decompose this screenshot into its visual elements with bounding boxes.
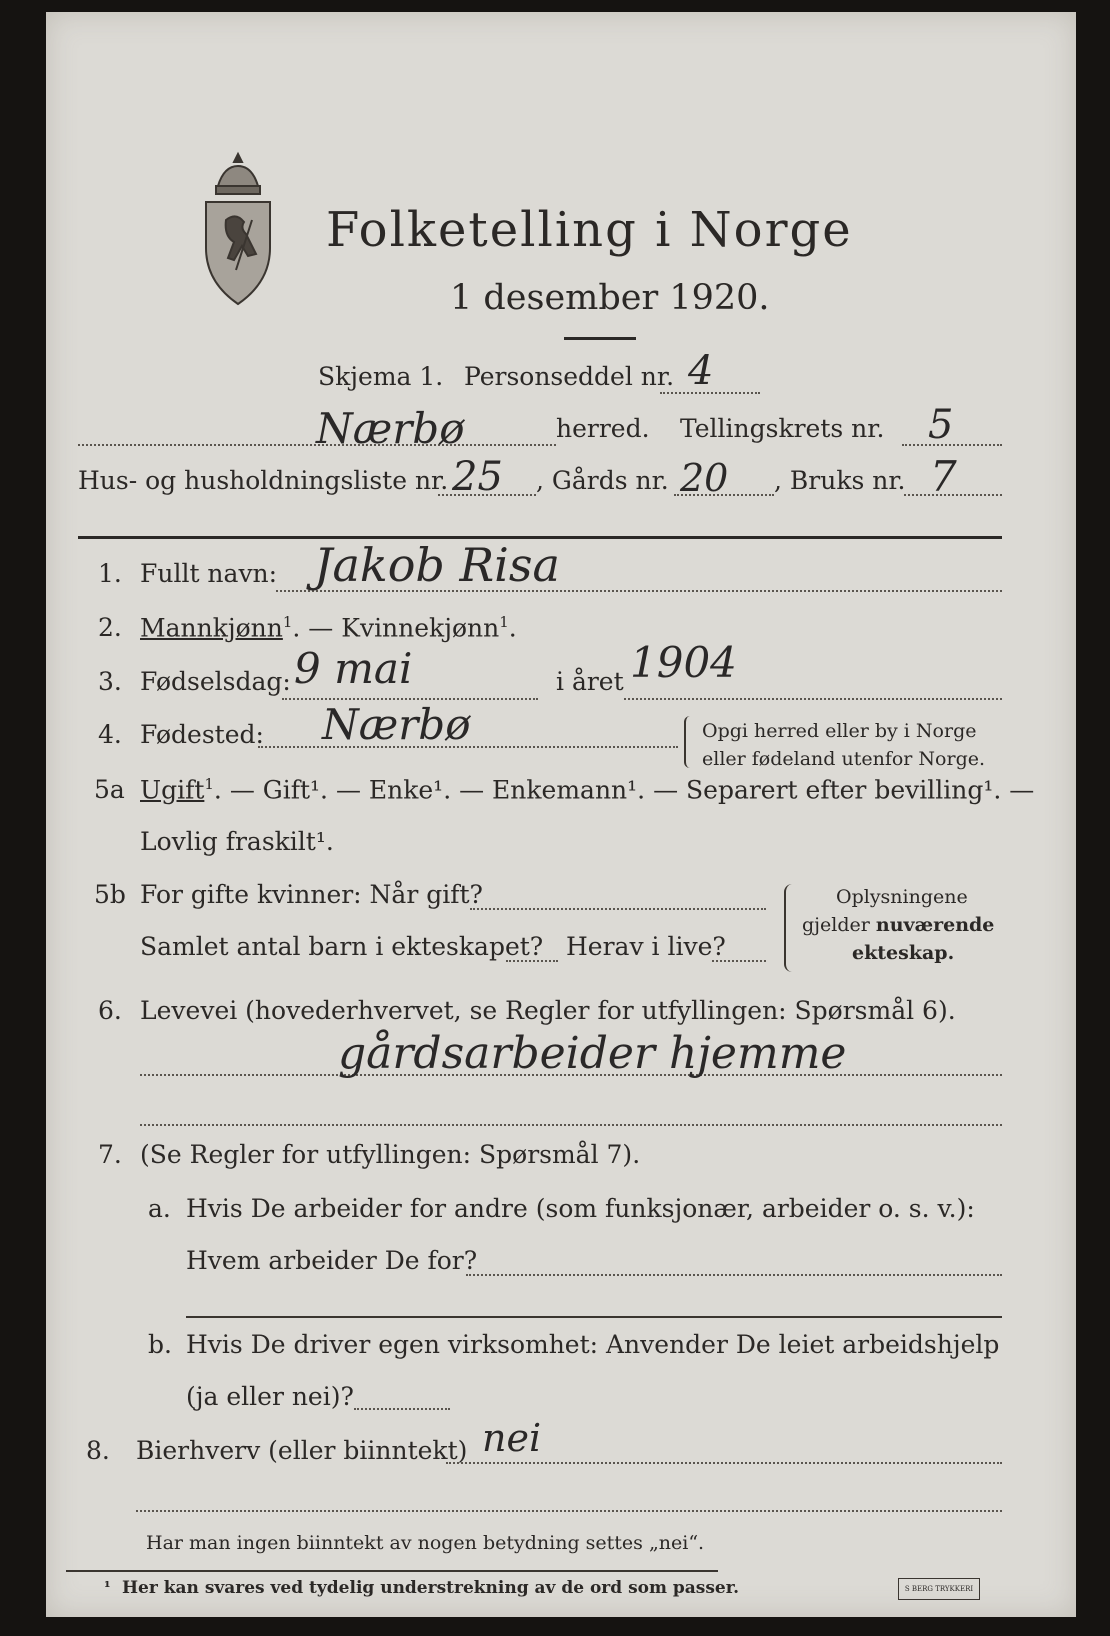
q8-number: 8.: [86, 1436, 110, 1465]
q7b-line2: (ja eller nei)?: [186, 1382, 354, 1411]
title-divider: [564, 337, 636, 340]
q2-kvinne-mark: 1: [499, 613, 509, 631]
q5b-note-gjelder: gjelder: [802, 914, 876, 936]
q3-day-value: 9 mai: [294, 644, 413, 693]
gards-label: , Gårds nr.: [536, 466, 669, 495]
q5b-barn-label: Samlet antal barn i ekteskapet?: [140, 932, 544, 961]
q6-number: 6.: [98, 996, 122, 1025]
q8-line1: [446, 1462, 1002, 1464]
q2-sep: . —: [292, 613, 334, 643]
q5a-line1: [140, 775, 1034, 804]
q5b-line1: For gifte kvinner: Når gift?: [140, 880, 483, 909]
q1-value: Jakob Risa: [314, 538, 560, 592]
q8-label: Bierhverv (eller biinntekt): [136, 1436, 468, 1465]
q5a-line2: Lovlig fraskilt¹.: [140, 827, 334, 856]
q8-value: nei: [482, 1416, 542, 1460]
q5a-ugift-mark: 1: [204, 775, 214, 793]
q3-year-value: 1904: [630, 638, 737, 687]
skjema-label: Skjema 1.: [318, 362, 444, 391]
q5a-number: 5a: [94, 775, 125, 804]
q5b-note-line2: [802, 914, 994, 936]
q4-brace: [684, 716, 694, 768]
footnote-mark: ¹: [104, 1578, 111, 1596]
q6-line2: [140, 1124, 1002, 1126]
q3-year-label: i året: [556, 667, 624, 696]
q7-label: (Se Regler for utfyllingen: Spørsmål 7).: [140, 1140, 641, 1169]
q7a-line1: Hvis De arbeider for andre (som funksjonær, arbeider o. s. v.):: [186, 1194, 975, 1223]
q5a-rest: . — Gift¹. — Enke¹. — Enkemann¹. — Separert efter bevilling¹. —: [213, 775, 1035, 805]
q2-end: .: [508, 613, 517, 643]
q5b-barn-line: [506, 960, 558, 962]
footnote-text: Her kan svares ved tydelig understrekning av de ord som passer.: [122, 1578, 740, 1598]
hus-label: Hus- og husholdningsliste nr.: [78, 466, 449, 495]
footnote-rule: [66, 1570, 718, 1572]
q1-label: Fullt navn:: [140, 559, 278, 588]
q6-label: Levevei (hovederhvervet, se Regler for utfyllingen: Spørsmål 6).: [140, 996, 956, 1025]
q2-kvinne: Kvinnekjønn: [341, 613, 500, 643]
q7b-line1: Hvis De driver egen virksomhet: Anvender De leiet arbeidshjelp: [186, 1330, 1000, 1359]
footer-note: Har man ingen biinntekt av nogen betydning settes „nei“.: [146, 1532, 705, 1554]
q5b-number: 5b: [94, 880, 126, 909]
q4-number: 4.: [98, 720, 122, 749]
form-title: Folketelling i Norge: [326, 202, 853, 258]
herred-value: Nærbø: [316, 404, 465, 453]
q3-label: Fødselsdag:: [140, 667, 291, 696]
q2-line-text: [140, 613, 517, 642]
q7a-line-dots2: [186, 1316, 1002, 1318]
q1-number: 1.: [98, 559, 122, 588]
q2-mann: Mannkjønn: [140, 613, 283, 643]
q5b-brace: [784, 884, 794, 972]
q7b-line-dots: [354, 1408, 450, 1410]
census-date: 1 desember 1920.: [450, 278, 770, 318]
herred-label: herred.: [556, 414, 650, 443]
q5b-live-label: Herav i live?: [566, 932, 726, 961]
q4-value: Nærbø: [322, 700, 471, 749]
q5b-live-line: [712, 960, 766, 962]
personseddel-label: Personseddel nr.: [464, 362, 675, 391]
q2-number: 2.: [98, 613, 122, 642]
q7b-letter: b.: [148, 1330, 172, 1359]
tellingskrets-label: Tellingskrets nr.: [680, 414, 885, 443]
q5b-note-line1: Oplysningene: [836, 886, 968, 908]
q5b-note-nuvaerende: nuværende: [875, 914, 995, 936]
q5b-note-line3: ekteskap.: [852, 942, 955, 964]
q5a-ugift: Ugift: [140, 775, 205, 805]
q7a-line-dots1: [466, 1274, 1002, 1276]
census-form: [46, 12, 1076, 1617]
q4-label: Fødested:: [140, 720, 264, 749]
q3-number: 3.: [98, 667, 122, 696]
q4-note-line1: Opgi herred eller by i Norge: [702, 720, 977, 742]
gards-value: 20: [680, 456, 729, 500]
q5b-gift-line: [470, 908, 766, 910]
q8-line2: [136, 1510, 1002, 1512]
coat-of-arms-icon: [196, 150, 280, 310]
bruks-label: , Bruks nr.: [774, 466, 906, 495]
q4-note-line2: eller fødeland utenfor Norge.: [702, 748, 986, 770]
q7a-line2: Hvem arbeider De for?: [186, 1246, 478, 1275]
q2-mann-mark: 1: [282, 613, 293, 631]
personseddel-value: 4: [688, 348, 714, 394]
tellingskrets-value: 5: [928, 402, 954, 448]
q3-year-line: [624, 698, 1002, 700]
q7a-letter: a.: [148, 1194, 171, 1223]
printer-stamp: S BERG TRYKKERI: [898, 1578, 980, 1600]
bruks-value: 7: [930, 452, 957, 501]
q7-number: 7.: [98, 1140, 122, 1169]
q6-value: gårdsarbeider hjemme: [338, 1028, 847, 1079]
hus-value: 25: [452, 454, 503, 500]
